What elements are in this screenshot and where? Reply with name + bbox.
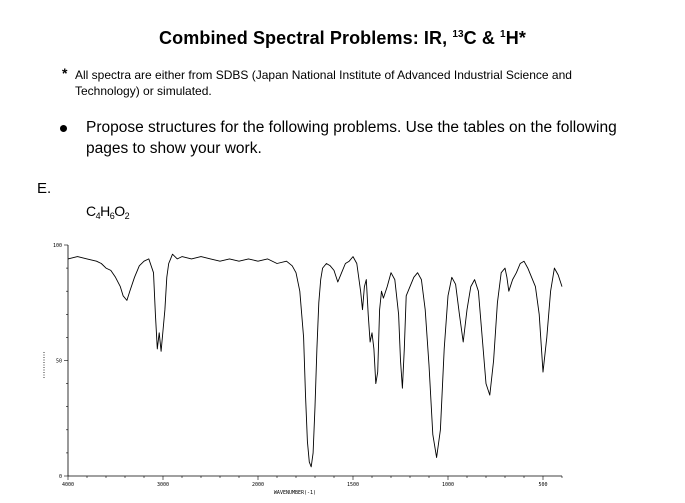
x-tick-label: 500 xyxy=(538,482,548,488)
title-main: Combined Spectral Problems: IR, xyxy=(159,28,453,48)
formula-c-sub: 4 xyxy=(95,211,101,221)
x-tick-label: 4000 xyxy=(61,482,75,488)
source-note-text: All spectra are either from SDBS (Japan National Institute of Advanced Industrial Science and Technology) or simulated. xyxy=(75,68,572,98)
asterisk-icon: * xyxy=(62,65,68,81)
y-tick-label: 0 xyxy=(58,474,62,480)
spectrum-line xyxy=(68,254,562,467)
superscript-1: 1 xyxy=(500,29,506,40)
superscript-13: 13 xyxy=(452,29,464,40)
x-tick-label: 1000 xyxy=(441,482,455,488)
y-tick-label: 50 xyxy=(55,358,62,365)
formula-c: C xyxy=(86,203,96,219)
x-tick-label: 3000 xyxy=(156,482,170,488)
instruction-text: Propose structures for the following problems. Use the tables on the following pages to show your work. xyxy=(86,119,617,157)
x-tick-label: 1500 xyxy=(346,482,360,488)
formula-o: O xyxy=(114,203,125,219)
formula-o-sub: 2 xyxy=(124,211,130,221)
title-carbon: C & xyxy=(463,28,501,48)
y-tick-label: 100 xyxy=(52,243,62,249)
title-hydrogen: H* xyxy=(505,28,526,48)
x-axis-label: WAVENUMBER(-1) xyxy=(273,490,317,496)
problem-label: E. xyxy=(37,180,52,197)
formula-h: H xyxy=(100,203,110,219)
formula-h-sub: 6 xyxy=(109,211,115,221)
x-tick-label: 2000 xyxy=(251,482,265,488)
